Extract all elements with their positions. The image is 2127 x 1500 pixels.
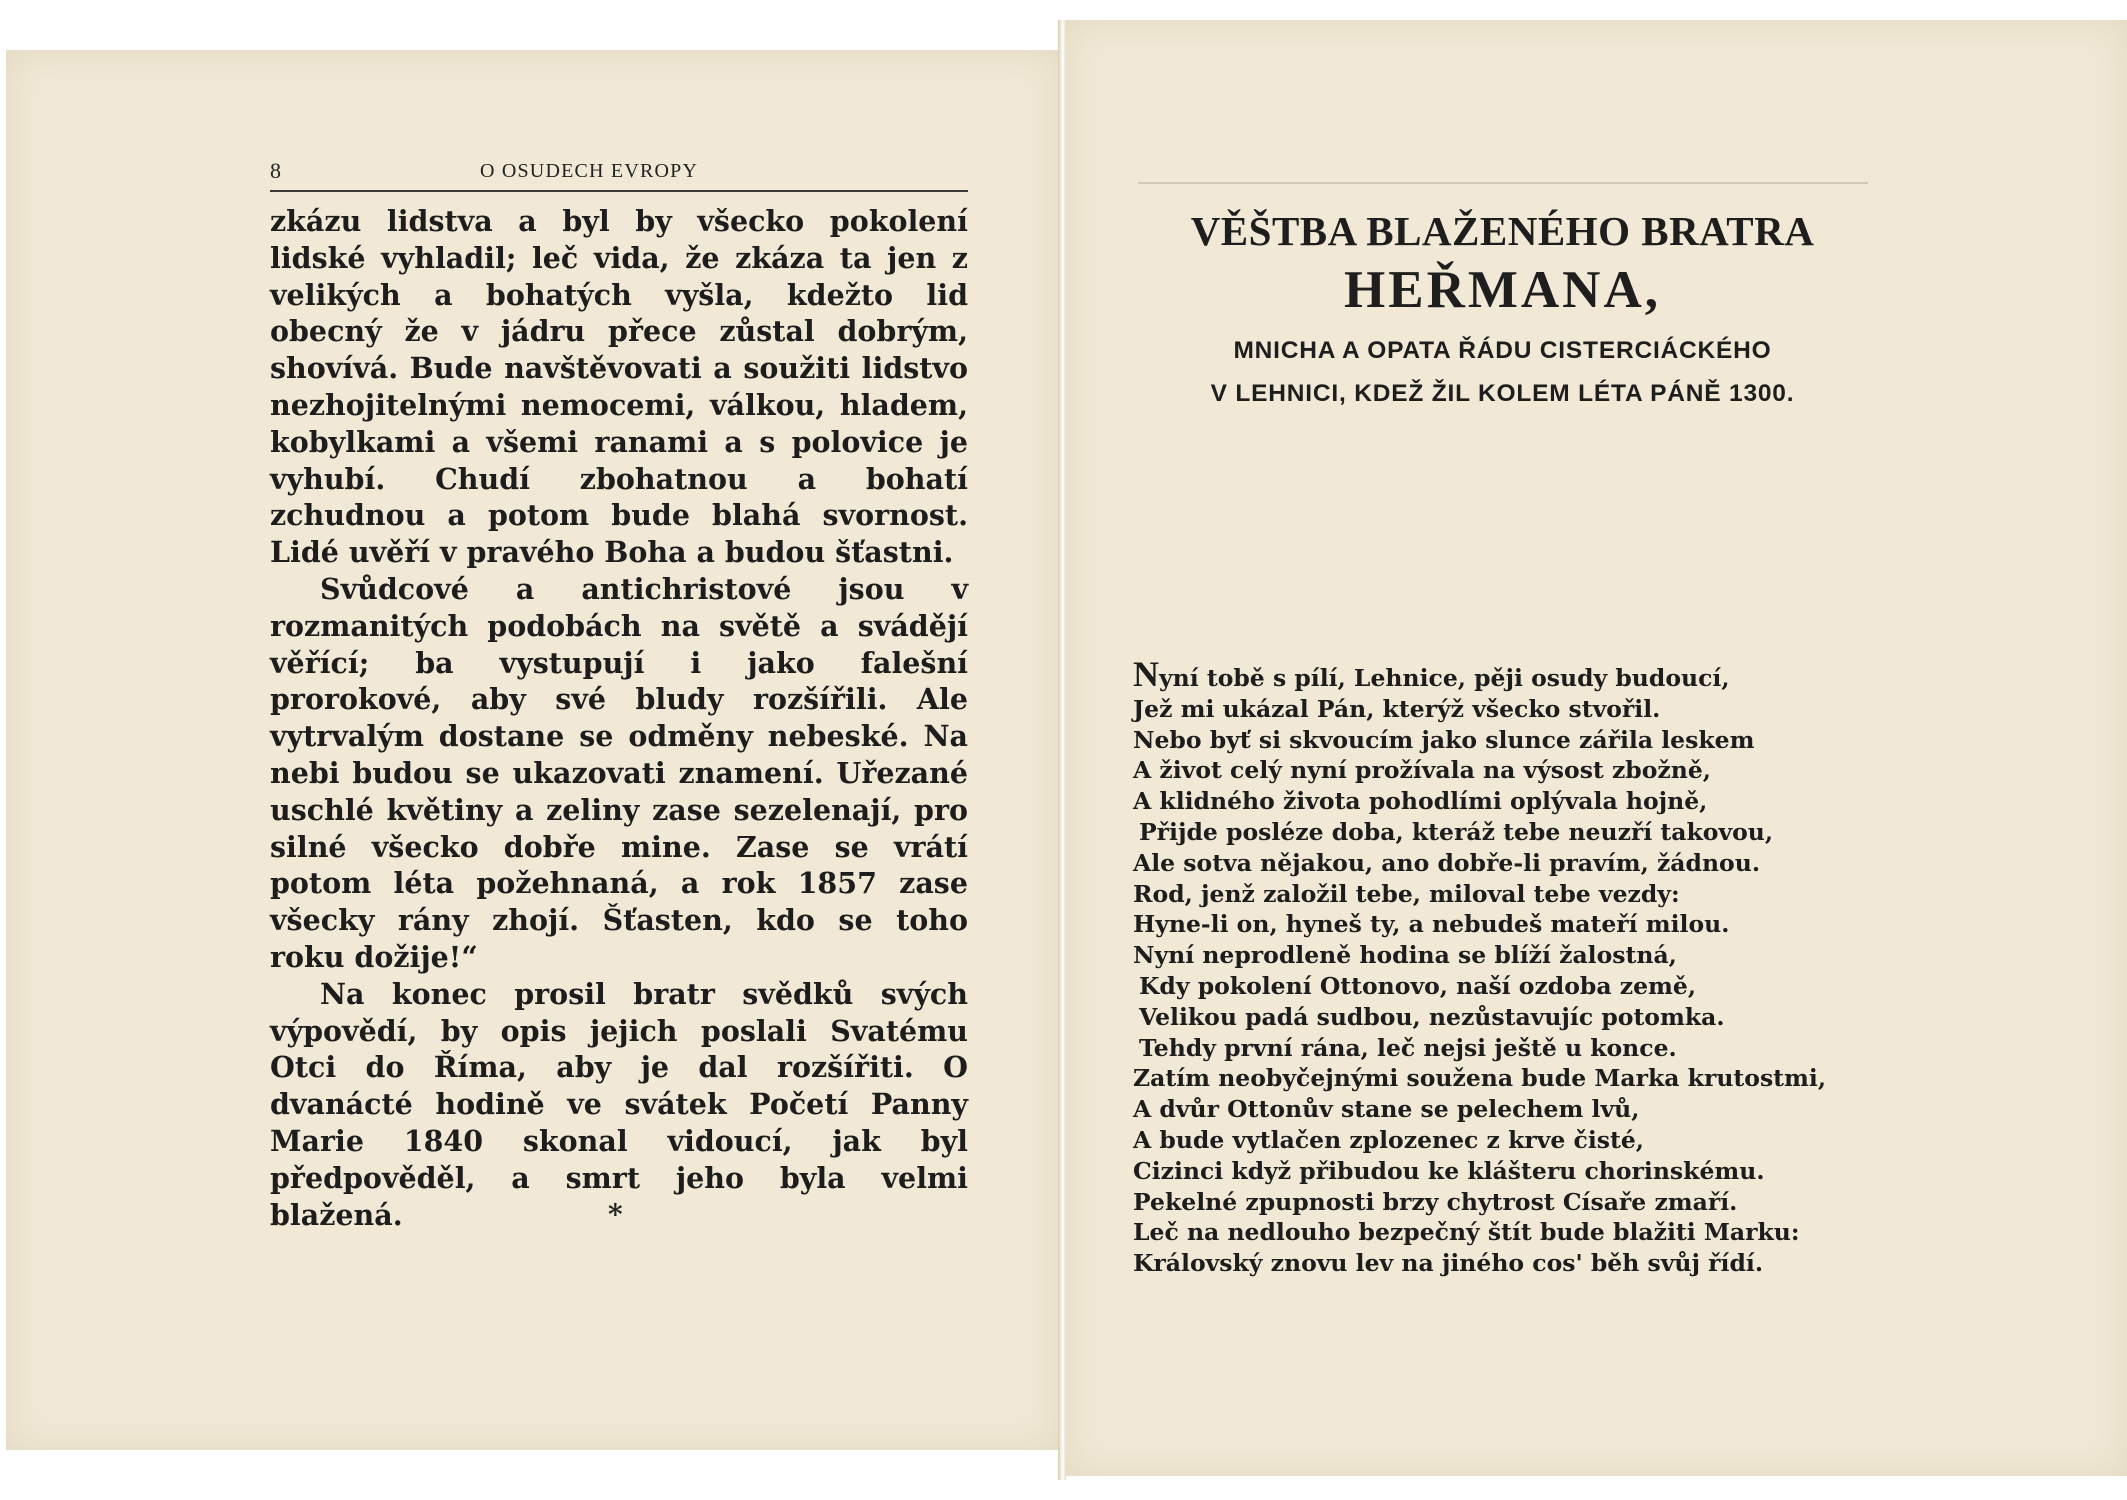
poem-line: A klidného života pohodlími oplývala hojně,	[1133, 787, 1708, 816]
running-header	[270, 158, 970, 194]
paragraph: Svůdcové a antichristové jsou v rozmanitých podobách na světě a svádějí věřící; ba vystupují i jako falešní prorokové, aby své bludy rozšířili. Ale vytrvalým dostane se odměny nebeské. Na nebi budou se ukazovati znamení. Uřezané uschlé květiny a zeliny zase sezelenají, pro silné všecko dobře mine. Zase se vrátí potom léta požehnaná, a rok 1857 zase všecky rány zhojí. Šťasten, kdo se toho roku dožije!“	[270, 571, 968, 974]
drop-cap: N	[1133, 654, 1159, 694]
poem-line: Rod, jenž založil tebe, miloval tebe vezdy:	[1133, 879, 1680, 908]
poem-line: Ale sotva nějakou, ano dobře-li pravím, žádnou.	[1133, 848, 1760, 877]
poem-line: Tehdy první rána, leč nejsi ještě u konce.	[1139, 1033, 1677, 1062]
chapter-title-line-1: VĚŠTBA BLAŽENÉHO BRATRA	[1190, 208, 1815, 254]
poem-line: Pekelné zpupnosti brzy chytrost Císaře zmaří.	[1133, 1187, 1738, 1216]
section-asterisk: *	[608, 1198, 623, 1231]
header-rule	[270, 190, 968, 192]
poem-line: Jež mi ukázal Pán, kterýž všecko stvořil.	[1133, 694, 1661, 723]
poem-line: Hyne-li on, hyneš ty, a nebudeš mateří milou.	[1133, 910, 1730, 939]
poem	[1133, 654, 1913, 1279]
book-gutter	[1058, 20, 1066, 1480]
poem-line: A život celý nyní prožívala na výsost zbožně,	[1133, 756, 1711, 785]
poem-line: Nyní neprodleně hodina se blíží žalostná,	[1133, 941, 1677, 970]
chapter-subtitle-line-2: V LEHNICI, KDEŽ ŽIL KOLEM LÉTA PÁNĚ 1300.	[1210, 380, 1795, 407]
poem-line: Přijde posléze doba, kteráž tebe neuzří takovou,	[1139, 817, 1774, 846]
poem-line: Kdy pokolení Ottonovo, naší ozdoba země,	[1139, 971, 1697, 1000]
paragraph: zkázu lidstva a byl by všecko pokolení lidské vyhladil; leč vida, že zkáza ta jen z velikých a bohatých vyšla, kdežto lid obecný že v jádru přece zůstal dobrým, shovívá. Bude navštěvovati a soužiti lidstvo nezhojitelnými nemocemi, válkou, hladem, kobylkami a všemi ranami a s polovice je vyhubí. Chudí zbohatnou a bohatí zchudnou a potom bude blahá svornost. Lidé uvěří v pravého Boha a budou šťastni.	[270, 204, 968, 570]
poem-line: Královský znovu lev na jiného cos' běh svůj řídí.	[1133, 1249, 1764, 1278]
chapter-title-block	[1130, 205, 1875, 411]
poem-line: A bude vytlačen zplozenec z krve čisté,	[1133, 1125, 1644, 1154]
poem-line: Nebo byť si skvoucím jako slunce zářila leskem	[1133, 725, 1755, 754]
poem-line-text: yní tobě s pílí, Lehnice, pěji osudy budoucí,	[1159, 664, 1730, 692]
running-title: O OSUDECH EVROPY	[480, 160, 699, 182]
chapter-subtitle-line-1: MNICHA A OPATA ŘÁDU CISTERCIÁCKÉHO	[1233, 337, 1772, 364]
page-number: 8	[270, 158, 282, 183]
poem-line	[1133, 654, 1913, 694]
chapter-title-line-2: HEŘMANA,	[1344, 261, 1661, 319]
paragraph: Na konec prosil bratr svědků svých výpovědí, by opis jejich poslali Svatému Otci do Říma, aby je dal rozšířiti. O dvanácté hodině ve svátek Početí Panny Marie 1840 skonal vidoucí, jak byl předpověděl, a smrt jeho byla velmi blažená.	[270, 976, 968, 1232]
left-page-text	[270, 203, 968, 1233]
poem-line: Velikou padá sudbou, nezůstavujíc potomka.	[1139, 1002, 1725, 1031]
poem-line: Leč na nedlouho bezpečný štít bude blažiti Marku:	[1133, 1218, 1800, 1247]
show-through-rule	[1138, 182, 1868, 184]
poem-line: A dvůr Ottonův stane se pelechem lvů,	[1133, 1095, 1640, 1124]
poem-line: Cizinci když přibudou ke klášteru chorinskému.	[1133, 1156, 1765, 1185]
poem-line: Zatím neobyčejnými soužena bude Marka krutostmi,	[1133, 1064, 1826, 1093]
